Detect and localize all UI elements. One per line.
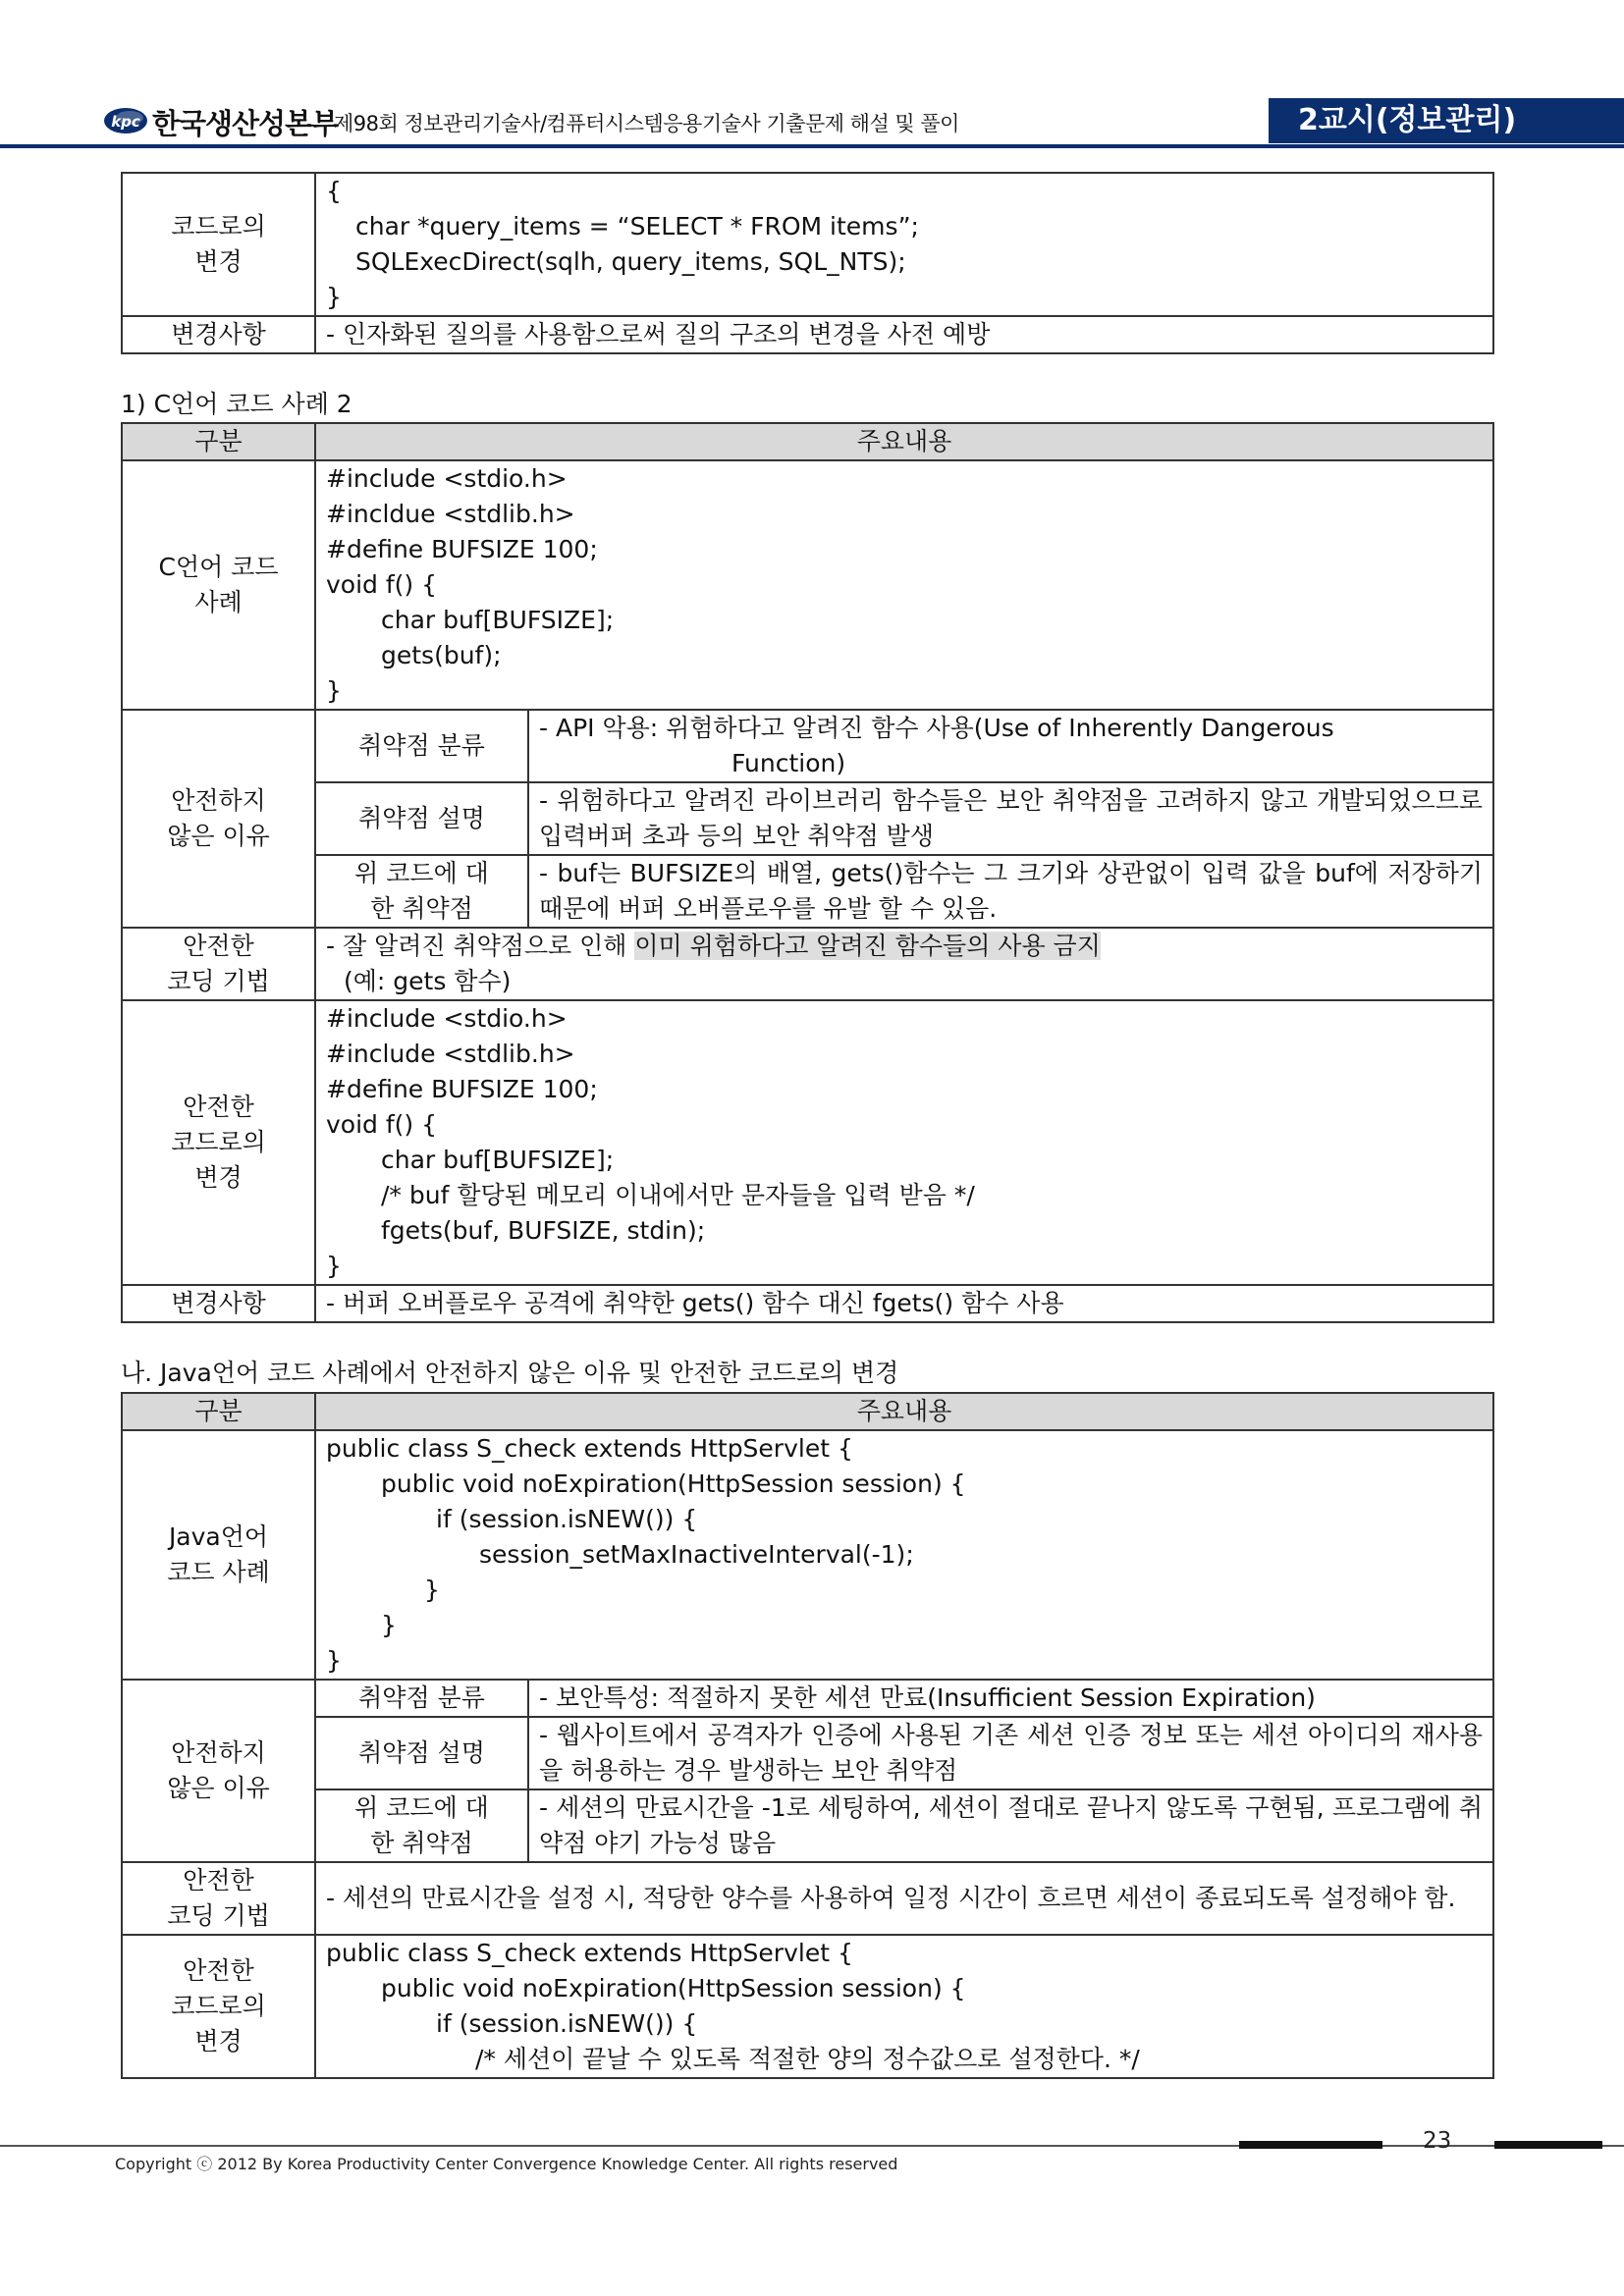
- header-divider: [0, 144, 1624, 148]
- table-row: 취약점 설명 - 위험하다고 알려진 라이브러리 함수들은 보안 취약점을 고려하지 않고 개발되었으므로 입력버퍼 초과 등의 보안 취약점 발생: [122, 782, 1493, 855]
- code-block: public class S_check extends HttpServlet { public void noExpiration(HttpSession session) { if (session.isNEW()) { /* 세션이 끝날 수 있도록 적절한 양의 정수값으로 설정한다. */: [315, 1935, 1493, 2078]
- table-row: Java언어 코드 사례 public class S_check extends HttpServlet { public void noExpiration(HttpSession session) { if (session.isNEW()) { session_setMaxInactiveInterval(-1); } } }: [122, 1430, 1493, 1680]
- sql-code-table-continued: [121, 172, 1494, 354]
- svg-text:kpc: kpc: [111, 113, 140, 131]
- table-row: 안전한 코드로의 변경 #include <stdio.h> #include <stdlib.h> #define BUFSIZE 100; void f() { char buf[BUFSIZE]; /* buf 할당된 메모리 이내에서만 문자들을 입력 받음 */ fgets(buf, BUFSIZE, stdin); }: [122, 1000, 1493, 1285]
- table-row: 변경사항 - 버퍼 오버플로우 공격에 취약한 gets() 함수 대신 fgets() 함수 사용: [122, 1285, 1493, 1322]
- code-block: public class S_check extends HttpServlet { public void noExpiration(HttpSession session) { if (session.isNEW()) { session_setMaxInactiveInterval(-1); } } }: [315, 1430, 1493, 1680]
- code-block: #include <stdio.h> #incldue <stdlib.h> #define BUFSIZE 100; void f() { char buf[BUFSIZE]; gets(buf); }: [315, 460, 1493, 710]
- table-row: 안전한 코드로의 변경 public class S_check extends HttpServlet { public void noExpiration(HttpSession session) { if (session.isNEW()) { /* 세션이 끝날 수 있도록 적절한 양의 정수값으로 설정한다. */: [122, 1935, 1493, 2078]
- section-caption: 나. Java언어 코드 사례에서 안전하지 않은 이유 및 안전한 코드로의 변경: [121, 1359, 899, 1387]
- copyright-notice: Copyright ⓒ 2012 By Korea Productivity Center Convergence Knowledge Center. All rights reserved: [115, 2155, 898, 2173]
- kpc-logo-icon: [103, 106, 148, 135]
- footer-accent-bar: [1239, 2141, 1382, 2149]
- section-badge: 2교시(정보관리): [1269, 98, 1624, 143]
- table-row: C언어 코드 사례 #include <stdio.h> #incldue <stdlib.h> #define BUFSIZE 100; void f() { char buf[BUFSIZE]; gets(buf); }: [122, 460, 1493, 710]
- table-row: [122, 173, 1493, 316]
- page-header: [0, 98, 1624, 149]
- org-name: 한국생산성본부: [152, 107, 339, 140]
- page-number: 23: [1423, 2128, 1452, 2154]
- section-caption: 1) C언어 코드 사례 2: [121, 390, 352, 418]
- java-code-table: [121, 1392, 1494, 2079]
- code-block: #include <stdio.h> #include <stdlib.h> #define BUFSIZE 100; void f() { char buf[BUFSIZE]; /* buf 할당된 메모리 이내에서만 문자들을 입력 받음 */ fgets(buf, BUFSIZE, stdin); }: [315, 1000, 1493, 1285]
- table-row: 안전한 코딩 기법 - 잘 알려진 취약점으로 인해 이미 위험하다고 알려진 함수들의 사용 금지 (예: gets 함수): [122, 928, 1493, 1000]
- table-row: 안전하지 않은 이유 취약점 분류 - 보안특성: 적절하지 못한 세션 만료(Insufficient Session Expiration): [122, 1680, 1493, 1717]
- row-label: 코드로의 변경: [122, 173, 315, 316]
- table-row: 안전하지 않은 이유 취약점 분류 - API 악용: 위험하다고 알려진 함수 사용(Use of Inherently Dangerous Function): [122, 710, 1493, 782]
- highlighted-text: 이미 위험하다고 알려진 함수들의 사용 금지: [634, 932, 1101, 960]
- table-row: 안전한 코딩 기법 - 세션의 만료시간을 설정 시, 적당한 양수를 사용하여 일정 시간이 흐르면 세션이 종료되도록 설정해야 함.: [122, 1862, 1493, 1935]
- doc-title: 제98회 정보관리기술사/컴퓨터시스템응용기술사 기출문제 해설 및 풀이: [334, 112, 959, 135]
- c-code-table: [121, 422, 1494, 1323]
- table-header-row: 구분 주요내용: [122, 1393, 1493, 1430]
- table-row: 변경사항 - 인자화된 질의를 사용함으로써 질의 구조의 변경을 사전 예방: [122, 316, 1493, 353]
- code-block: { char *query_items = “SELECT * FROM items”; SQLExecDirect(sqlh, query_items, SQL_NTS); }: [315, 173, 1493, 316]
- table-row: 위 코드에 대 한 취약점 - 세션의 만료시간을 -1로 세팅하여, 세션이 절대로 끝나지 않도록 구현됨, 프로그램에 취약점 야기 가능성 많음: [122, 1789, 1493, 1862]
- footer-accent-bar: [1494, 2141, 1602, 2149]
- table-row: 위 코드에 대 한 취약점 - buf는 BUFSIZE의 배열, gets()함수는 그 크기와 상관없이 입력 값을 buf에 저장하기 때문에 버퍼 오버플로우를 유발 할 수 있음.: [122, 855, 1493, 928]
- table-header-row: 구분 주요내용: [122, 423, 1493, 460]
- table-row: 취약점 설명 - 웹사이트에서 공격자가 인증에 사용된 기존 세션 인증 정보 또는 세션 아이디의 재사용을 허용하는 경우 발생하는 보안 취약점: [122, 1717, 1493, 1789]
